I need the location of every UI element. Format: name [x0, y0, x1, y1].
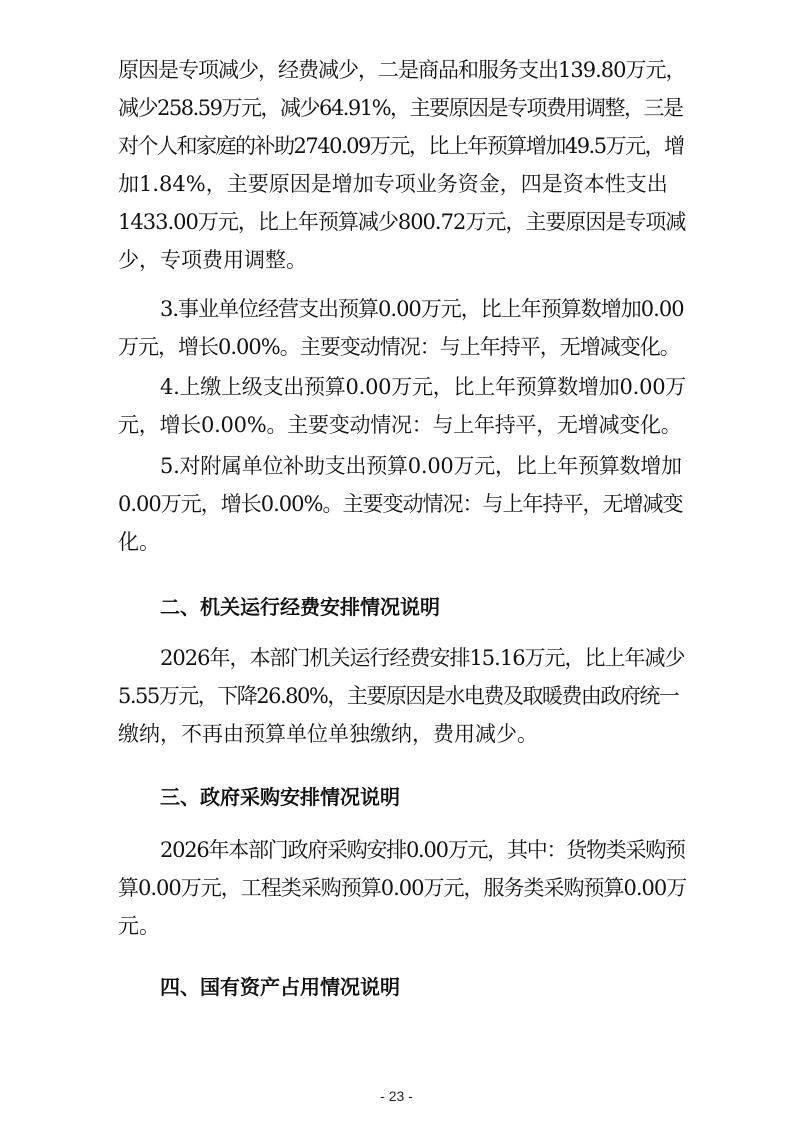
body-text-line: 缴纳，不再由预算单位单独缴纳，费用减少。: [118, 722, 538, 746]
section-heading-state-assets: 四、国有资产占用情况说明: [160, 975, 400, 999]
body-text-line: 算0.00万元，工程类采购预算0.00万元，服务类采购预算0.00万: [118, 876, 686, 900]
list-item-5-line: 5.对附属单位补助支出预算0.00万元，比上年预算数增加: [160, 454, 682, 478]
body-text-line: 少，专项费用调整。: [118, 248, 307, 272]
section-heading-procurement: 三、政府采购安排情况说明: [160, 785, 400, 809]
body-text-line: 元。: [118, 914, 160, 938]
body-text-line: 2026年，本部门机关运行经费安排15.16万元，比上年减少: [160, 646, 685, 670]
page-number: - 23 -: [380, 1088, 413, 1104]
list-item-5-line: 化。: [118, 530, 160, 554]
body-text-line: 加1.84%，主要原因是增加专项业务资金，四是资本性支出: [118, 172, 668, 196]
list-item-4-line: 4.上缴上级支出预算0.00万元，比上年预算数增加0.00万: [160, 375, 686, 399]
body-text-line: 2026年本部门政府采购安排0.00万元，其中：货物类采购预: [160, 838, 685, 862]
list-item-3-line: 万元，增长0.00%。主要变动情况：与上年持平，无增减变化。: [118, 335, 680, 359]
list-item-4-line: 元，增长0.00%。主要变动情况：与上年持平，无增减变化。: [118, 413, 682, 437]
list-item-5-line: 0.00万元，增长0.00%。主要变动情况：与上年持平，无增减变: [118, 492, 683, 516]
list-item-3-line: 3.事业单位经营支出预算0.00万元，比上年预算数增加0.00: [160, 297, 684, 321]
body-text-line: 5.55万元，下降26.80%，主要原因是水电费及取暖费由政府统一: [118, 684, 679, 708]
body-text-line: 原因是专项减少，经费减少，二是商品和服务支出139.80万元，: [118, 58, 686, 82]
body-text-line: 1433.00万元，比上年预算减少800.72万元，主要原因是专项减: [118, 210, 686, 234]
body-text-line: 对个人和家庭的补助2740.09万元，比上年预算增加49.5万元，增: [118, 134, 684, 158]
body-text-line: 减少258.59万元，减少64.91%，主要原因是专项费用调整，三是: [118, 96, 683, 120]
section-heading-operating-expenses: 二、机关运行经费安排情况说明: [160, 595, 440, 619]
